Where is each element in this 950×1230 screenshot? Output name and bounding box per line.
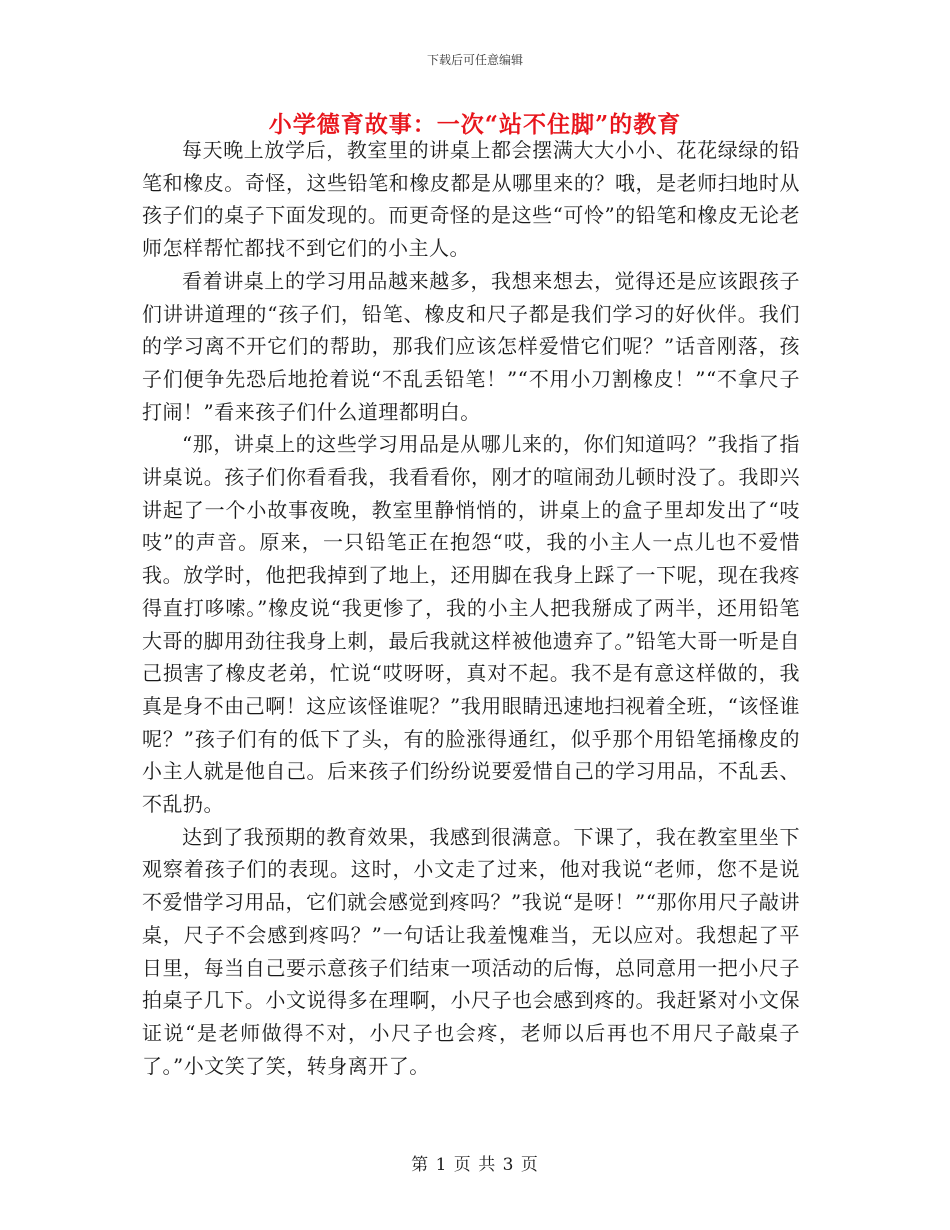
document-body (142, 134, 800, 1082)
paragraph-4: 达到了我预期的教育效果，我感到很满意。下课了，我在教室里坐下观察着孩子们的表现。这时，小文走了过来，他对我说“老师，您不是说不爱惜学习用品，它们就会感觉到疼吗？”我说“是呀！”“那你用尺子敲讲桌，尺子不会感到疼吗？”一句话让我羞愧难当，无以应对。我想起了平日里，每当自己要示意孩子们结束一项活动的后悔，总同意用一把小尺子拍桌子几下。小文说得多在理啊，小尺子也会感到疼的。我赶紧对小文保证说“是老师做得不对，小尺子也会疼，老师以后再也不用尺子敲桌子了。”小文笑了笑，转身离开了。 (142, 824, 800, 1078)
page-header-note: 下载后可任意编辑 (426, 53, 523, 67)
paragraph-3: “那，讲桌上的这些学习用品是从哪儿来的，你们知道吗？”我指了指讲桌说。孩子们你看看我，我看看你，刚才的喧闹劲儿顿时没了。我即兴讲起了一个小故事夜晚，教室里静悄悄的，讲桌上的盒子里却发出了“吱吱”的声音。原来，一只铅笔正在抱怨“哎，我的小主人一点儿也不爱惜我。放学时，他把我掉到了地上，还用脚在我身上踩了一下呢，现在我疼得直打哆嗦。”橡皮说“我更惨了，我的小主人把我掰成了两半，还用铅笔大哥的脚用劲往我身上刺，最后我就这样被他遗弃了。”铅笔大哥一听是自己损害了橡皮老弟，忙说“哎呀呀，真对不起。我不是有意这样做的，我真是身不由己啊！这应该怪谁呢？”我用眼睛迅速地扫视着全班，“该怪谁呢？”孩子们有的低下了头，有的脸涨得通红，似乎那个用铅笔捅橡皮的小主人就是他自己。后来孩子们纷纷说要爱惜自己的学习用品，不乱丢、不乱扔。 (142, 432, 800, 817)
paragraph-1: 每天晚上放学后，教室里的讲桌上都会摆满大大小小、花花绿绿的铅笔和橡皮。奇怪，这些铅笔和橡皮都是从哪里来的？哦，是老师扫地时从孩子们的桌子下面发现的。而更奇怪的是这些“可怜”的铅笔和橡皮无论老师怎样帮忙都找不到它们的小主人。 (142, 138, 800, 261)
page-number: 第 1 页 共 3 页 (411, 1155, 539, 1175)
paragraph-2: 看着讲桌上的学习用品越来越多，我想来想去，觉得还是应该跟孩子们讲讲道理的“孩子们，铅笔、橡皮和尺子都是我们学习的好伙伴。我们的学习离不开它们的帮助，那我们应该怎样爱惜它们呢？”话音刚落，孩子们便争先恐后地抢着说“不乱丢铅笔！”“不用小刀割橡皮！”“不拿尺子打闹！”看来孩子们什么道理都明白。 (142, 268, 800, 424)
document-title: 小学德育故事：一次“站不住脚”的教育 (268, 111, 682, 138)
